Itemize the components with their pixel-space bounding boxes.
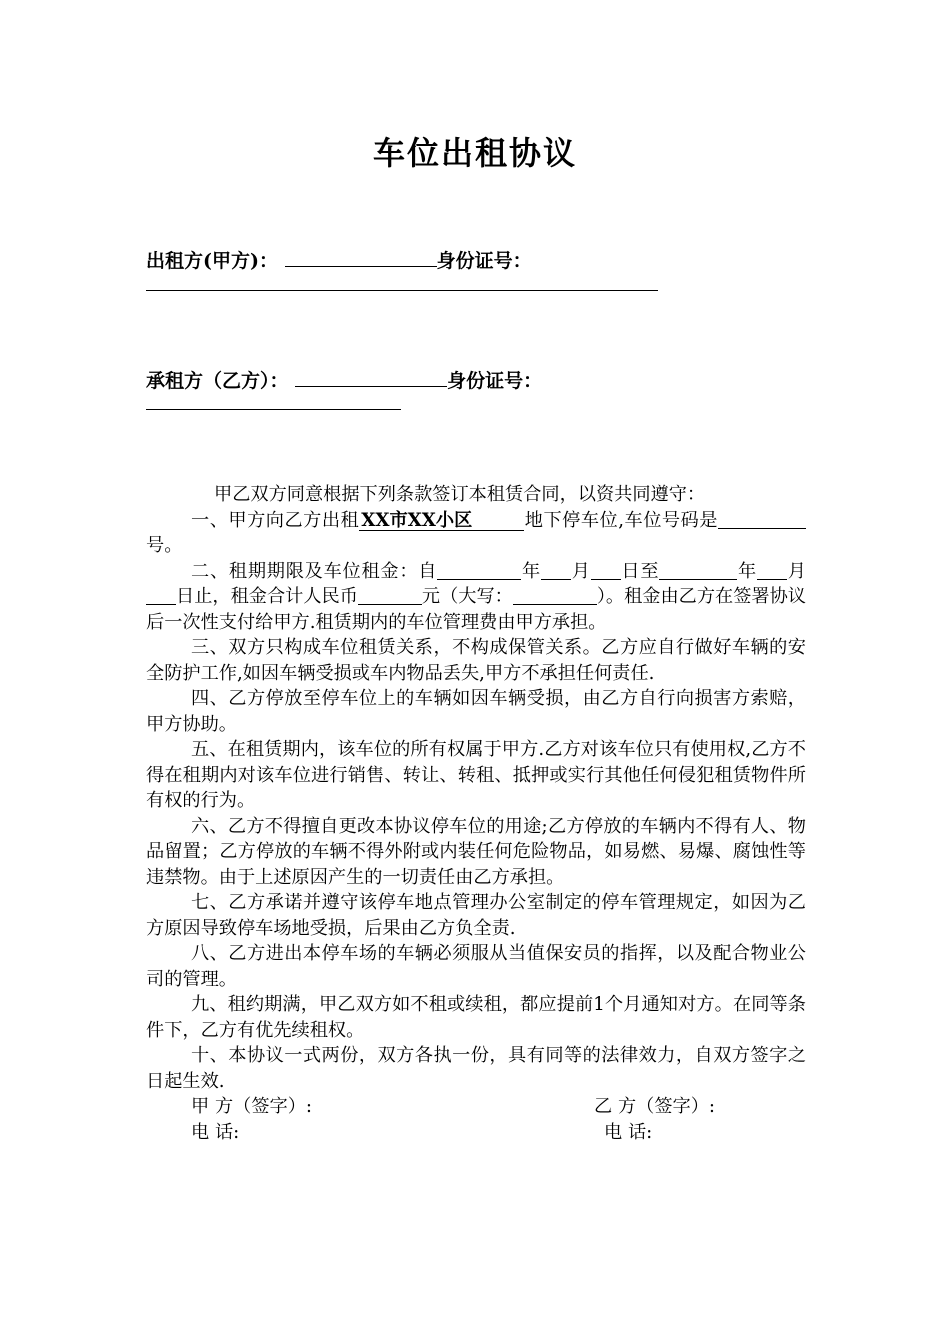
clause-2-year-2: 年 [737,560,757,582]
start-day-blank[interactable] [591,560,621,580]
party-a-phone-label: 电 话: [191,1121,240,1143]
start-year-blank[interactable] [437,560,521,580]
clause-2-close: ）。租金由乙方在签署协议后一次性支付给甲方.租赁期内的车位管理费由甲方承担。 [146,586,806,633]
clause-1-text-c: 号。 [146,535,183,556]
lessee-label: 承租方（乙方）： [146,370,289,392]
clause-2-year: 年 [521,560,541,582]
agreement-body [146,482,806,1145]
clause-4: 四、乙方停放至停车位上的车辆如因车辆受损，由乙方自行向损害方索赔，甲方协助。 [146,688,806,735]
space-number-blank[interactable] [718,509,806,529]
party-a-signature-label: 甲 方（签字）: [191,1096,313,1117]
end-year-blank[interactable] [659,560,737,580]
rent-amount-blank[interactable] [358,585,422,605]
lessee-id-label: 身份证号： [447,370,543,392]
clause-2-month: 月 [570,560,591,582]
lessor-id-label: 身份证号： [436,250,532,272]
clause-8: 八、乙方进出本停车场的车辆必须服从当值保安员的指挥，以及配合物业公司的管理。 [146,943,806,990]
clause-6: 六、乙方不得擅自更改本协议停车位的用途;乙方停放的车辆内不得有人、物品留置；乙方停放的车辆不得外附或内装任何危险物品，如易燃、易爆、腐蚀性等违禁物。由于上述原因产生的一切责任由乙方承担。 [146,815,806,888]
lessee-name-blank[interactable] [295,368,447,387]
end-day-blank[interactable] [146,585,176,605]
clause-2-day-end: 日止，租金合计人民币 [176,586,358,607]
clause-7: 七、乙方承诺并遵守该停车地点管理办公室制定的停车管理规定，如因为乙方原因导致停车场地受损，后果由乙方负全责. [146,892,806,939]
lessor-line [146,246,532,273]
clause-1-text-b: 地下停车位,车位号码是 [524,509,718,531]
clause-5: 五、在租赁期内，该车位的所有权属于甲方.乙方对该车位只有使用权,乙方不得在租期内对该车位进行销售、转让、转租、抵押或实行其他任何侵犯租赁物件所有权的行为。 [146,739,806,811]
clause-2-day-to: 日至 [620,560,660,582]
party-b-phone-label: 电 话: [604,1121,653,1143]
lessor-id-blank[interactable] [146,290,658,291]
end-month-blank[interactable] [757,560,787,580]
clause-3: 三、双方只构成车位租赁关系，不构成保管关系。乙方应自行做好车辆的安全防护工作,如因车辆受损或车内物品丢失,甲方不承担任何责任. [146,637,806,684]
clause-1-text-a: 一、甲方向乙方出租 [191,509,360,531]
intro-paragraph: 甲乙双方同意根据下列条款签订本租赁合同，以资共同遵守： [214,484,706,505]
start-month-blank[interactable] [541,560,571,580]
phone-row [146,1120,806,1146]
clause-10: 十、本协议一式两份，双方各执一份，具有同等的法律效力，自双方签字之日起生效. [146,1045,806,1092]
clause-1 [146,508,806,559]
lessor-name-blank[interactable] [285,248,437,267]
clause-2-month-2: 月 [787,560,806,582]
clause-9: 九、租约期满，甲乙双方如不租或续租，都应提前1个月通知对方。在同等条件下，乙方有优先续租权。 [146,994,806,1041]
clause-2-yuan: 元（大写： [421,586,513,607]
clause-2 [146,559,806,636]
lessor-label: 出租方(甲方)： [146,250,278,272]
clause-2-text-a: 二、租期期限及车位租金：自 [191,560,438,582]
lessee-line [146,366,542,393]
rent-amount-words-blank[interactable] [513,585,597,605]
parking-address: XX市XX小区 [359,511,524,531]
signature-row [146,1094,806,1120]
lessee-id-blank[interactable] [146,409,401,410]
document-title: 车位出租协议 [372,134,577,172]
party-b-signature-label: 乙 方（签字）: [594,1096,716,1117]
